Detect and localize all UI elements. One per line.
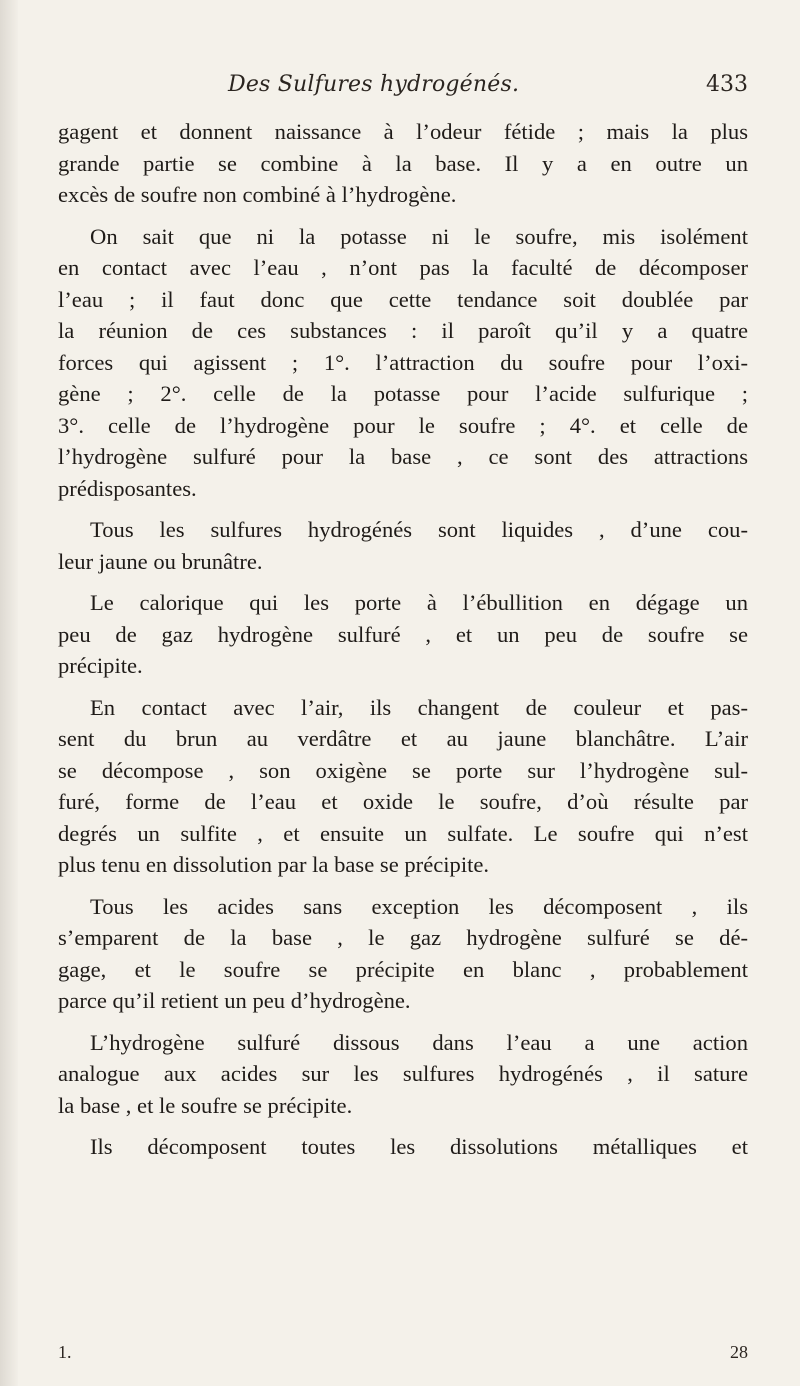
page-header	[228, 72, 748, 112]
text-line: gage, et le soufre se précipite en blanc , probablement	[58, 956, 748, 982]
paragraph	[58, 891, 748, 1017]
text-line: plus tenu en dissolution par la base se précipite.	[58, 852, 490, 877]
running-title: Des Sulfures hydrogénés.	[228, 72, 520, 97]
text-line: la base , et le soufre se précipite.	[58, 1092, 353, 1118]
page-binding-shadow	[0, 0, 18, 1386]
text-line: On sait que ni la potasse ni le soufre, mis isolément	[90, 223, 748, 249]
footer-signature-mark: 28	[730, 1342, 748, 1362]
text-line: en contact avec l’eau , n’ont pas la faculté de décomposer	[58, 255, 748, 280]
paragraph	[58, 692, 748, 881]
text-line: parce qu’il retient un peu d’hydrogène.	[58, 988, 411, 1013]
text-line: Ils décomposent toutes les dissolutions métalliques et	[90, 1134, 748, 1159]
text-line: forces qui agissent ; 1°. l’attraction du soufre pour l’oxi-	[58, 349, 748, 375]
text-line: analogue aux acides sur les sulfures hydrogénés , il sature	[58, 1061, 748, 1086]
text-line: s’emparent de la base , le gaz hydrogène sulfuré se dé-	[58, 925, 748, 950]
paragraph	[58, 1131, 748, 1163]
paragraph	[58, 116, 748, 211]
page-number: 433	[706, 72, 748, 97]
text-line: furé, forme de l’eau et oxide le soufre, d’où résulte par	[58, 789, 748, 814]
text-line: prédisposantes.	[58, 475, 197, 501]
text-line: excès de soufre non combiné à l’hydrogène.	[58, 182, 457, 207]
text-line: se décompose , son oxigène se porte sur l’hydrogène sul-	[58, 757, 748, 783]
text-line: leur jaune ou brunâtre.	[58, 548, 263, 574]
text-line: grande partie se combine à la base. Il y a en outre un	[58, 150, 748, 176]
paragraph	[58, 221, 748, 505]
paragraph	[58, 587, 748, 682]
text-line: peu de gaz hydrogène sulfuré , et un peu de soufre se	[58, 621, 748, 647]
text-line: degrés un sulfite , et ensuite un sulfate. Le soufre qui n’est	[58, 820, 748, 846]
text-line: l’hydrogène sulfuré pour la base , ce sont des attractions	[58, 444, 748, 469]
text-line: Le calorique qui les porte à l’ébullition en dégage un	[90, 590, 748, 615]
text-line: gagent et donnent naissance à l’odeur fétide ; mais la plus	[58, 119, 748, 144]
paragraph	[58, 1027, 748, 1122]
text-line: sent du brun au verdâtre et au jaune blanchâtre. L’air	[58, 726, 748, 751]
page-body	[58, 116, 748, 1173]
text-line: En contact avec l’air, ils changent de couleur et pas-	[90, 694, 748, 720]
text-line: la réunion de ces substances : il paroît qu’il y a quatre	[58, 318, 748, 343]
text-line: l’eau ; il faut donc que cette tendance soit doublée par	[58, 286, 748, 312]
text-line: Tous les acides sans exception les décomposent , ils	[90, 893, 748, 919]
page-footer	[58, 1342, 748, 1372]
text-line: gène ; 2°. celle de la potasse pour l’acide sulfurique ;	[58, 381, 748, 406]
paragraph	[58, 514, 748, 577]
text-line: Tous les sulfures hydrogénés sont liquides , d’une cou-	[90, 517, 748, 542]
footer-left-mark: 1.	[58, 1342, 72, 1362]
text-line: L’hydrogène sulfuré dissous dans l’eau a une action	[90, 1029, 748, 1055]
text-line: 3°. celle de l’hydrogène pour le soufre ; 4°. et celle de	[58, 412, 748, 438]
text-line: précipite.	[58, 653, 143, 678]
